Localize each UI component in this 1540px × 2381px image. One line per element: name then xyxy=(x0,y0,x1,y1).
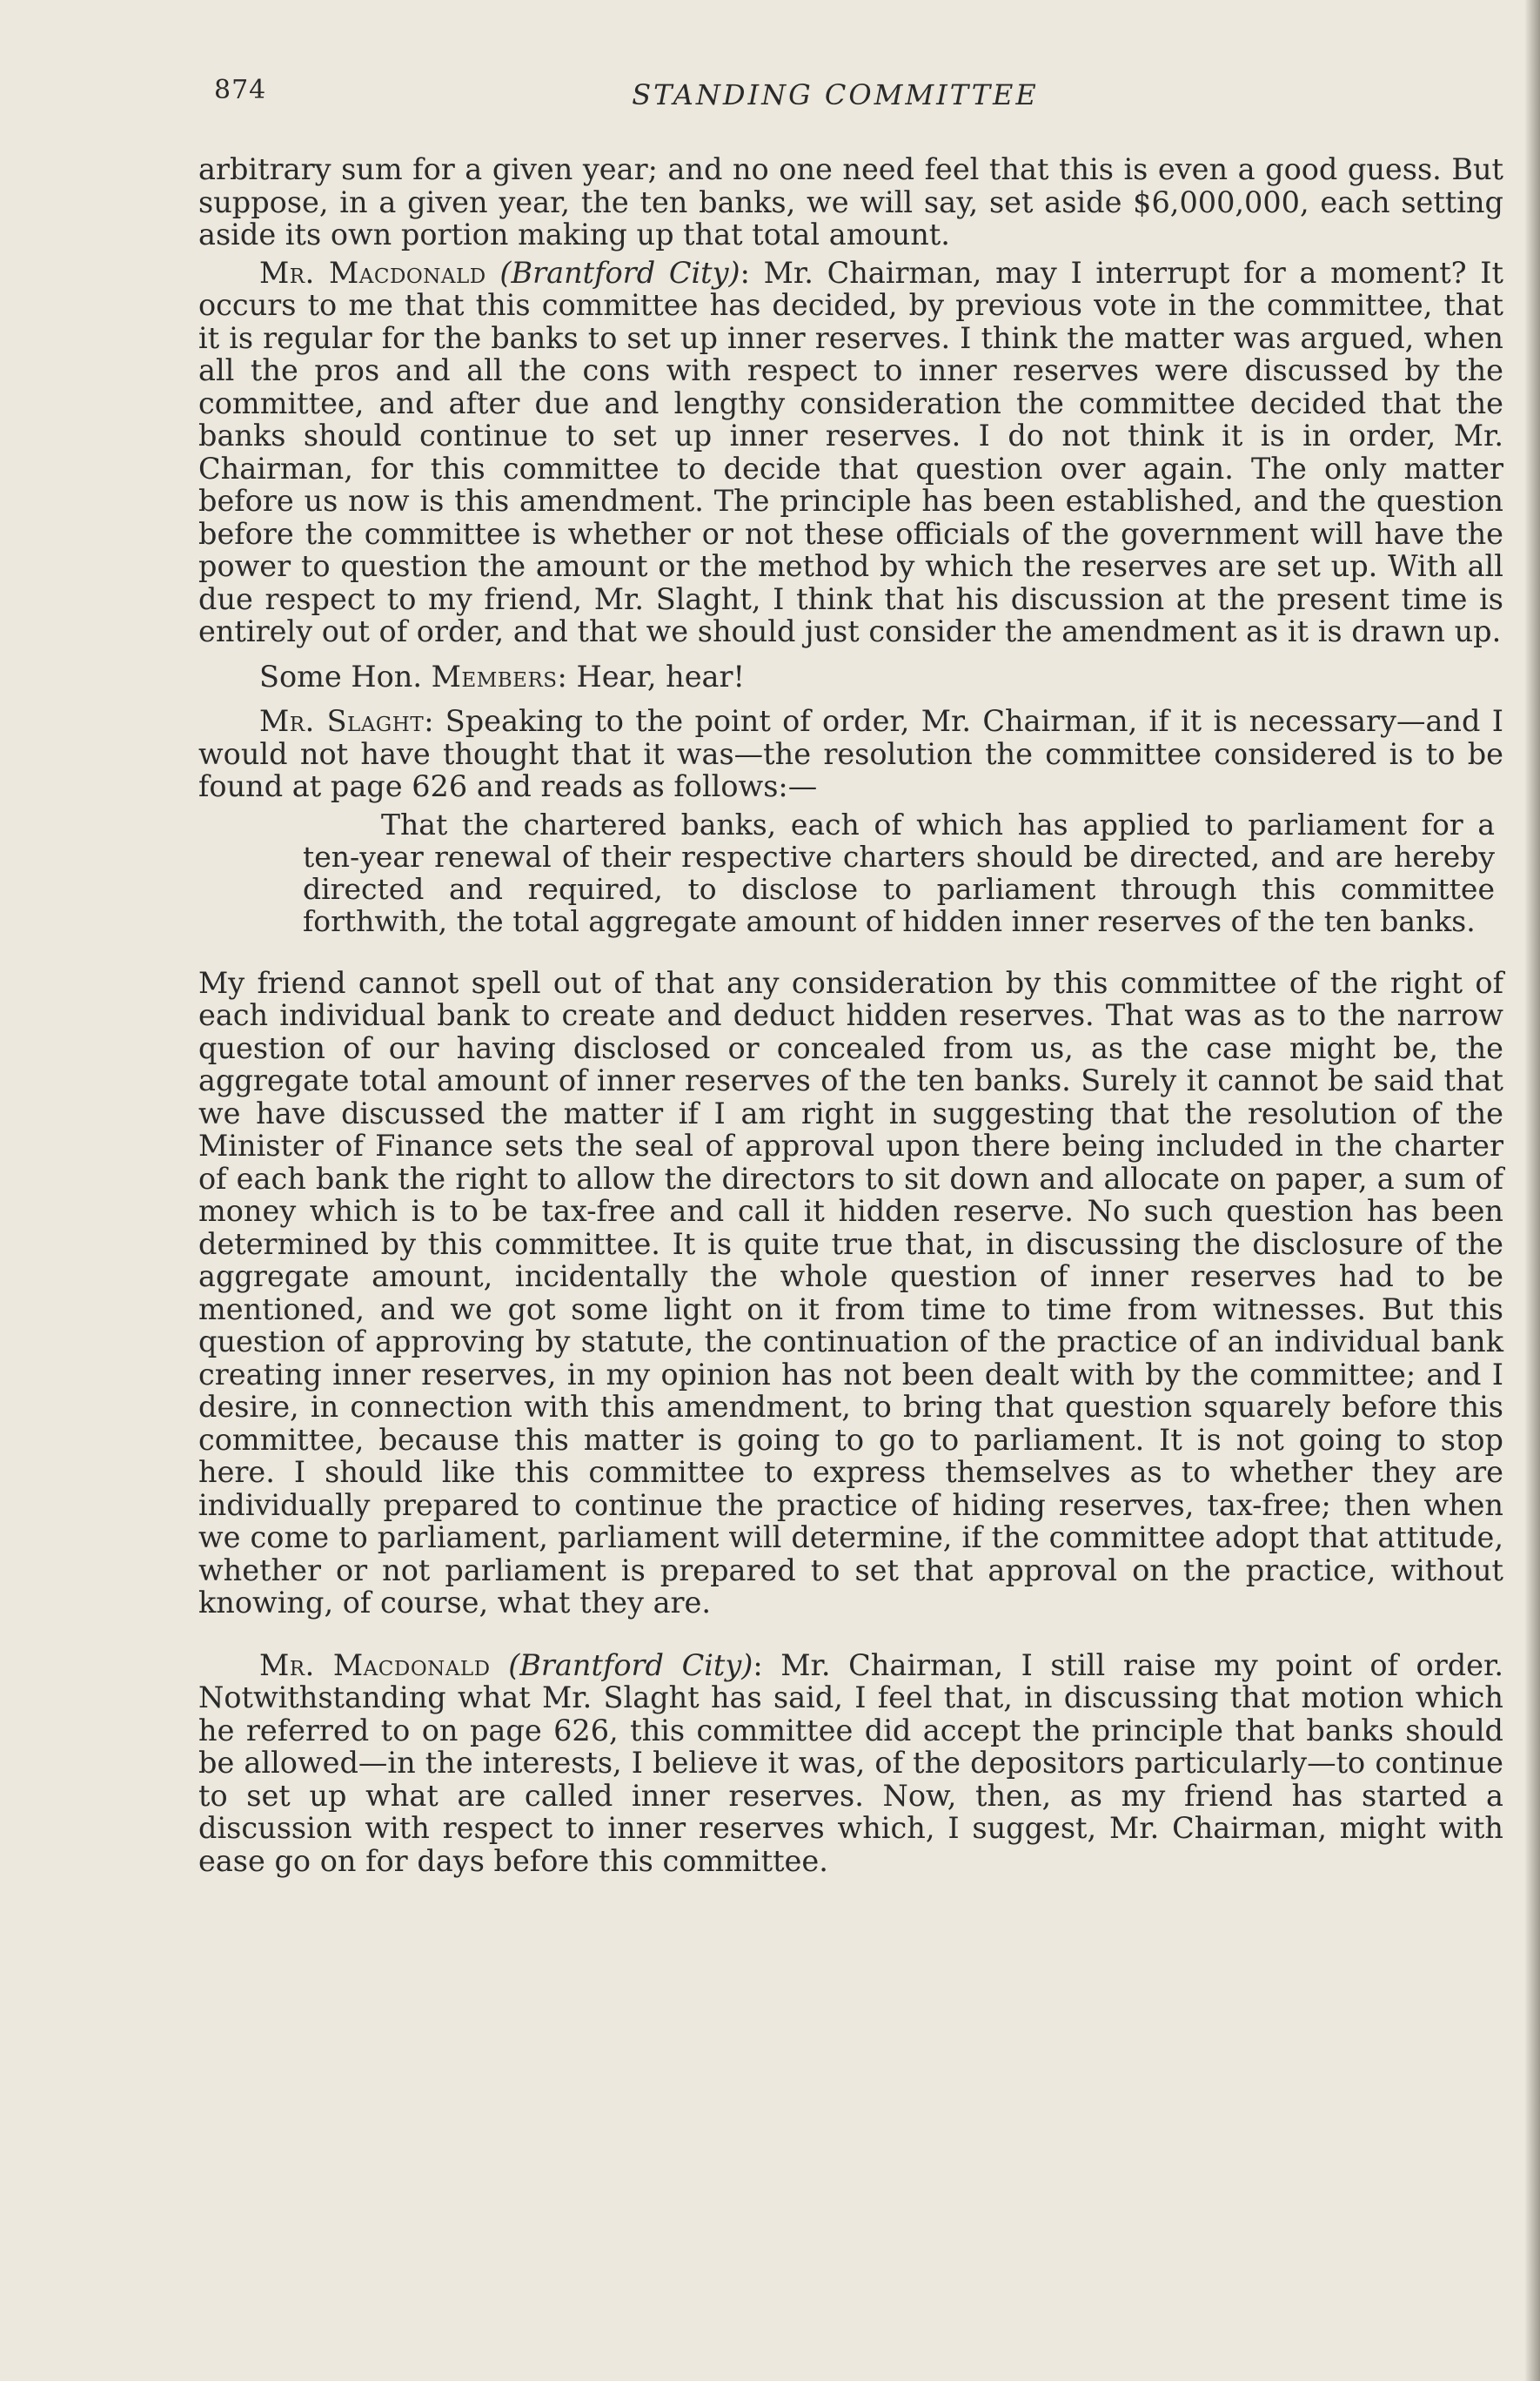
document-page xyxy=(165,70,1505,1878)
page-header xyxy=(165,70,1505,122)
paragraph-continuation: arbitrary sum for a given year; and no one need feel that this is even a good guess. But suppose, in a given year, the ten banks, we will say, set aside $6,000,000, each setting aside its own portion making up that total amount. xyxy=(198,152,1503,252)
paragraph-macdonald-1 xyxy=(198,257,1503,648)
page-body xyxy=(198,153,1503,1877)
speech-text: : Hear, hear! xyxy=(557,659,745,694)
speaker-name: Mr. Macdonald xyxy=(259,255,486,290)
speaker-name: Members xyxy=(431,659,558,694)
page-edge-shadow xyxy=(1524,0,1540,2381)
speaker-prefix: Some Hon. xyxy=(259,659,422,694)
speech-text: : Speaking to the point of order, Mr. Chairman, if it is necessary—and I would not have thought that it was—the resolution the committee considered is to be found at page 626 and reads as follows:— xyxy=(198,704,1503,803)
speaker-riding: (Brantford City) xyxy=(508,1647,753,1682)
paragraph-members xyxy=(198,661,1503,694)
page-number: 874 xyxy=(214,75,267,105)
quoted-resolution: That the chartered banks, each of which has applied to parliament for a ten-year renewal of their respective charters should be directed, and are hereby directed and required, to disclose to parliament through this committee forthwith, the total aggregate amount of hidden inner reserves of the ten banks. xyxy=(303,807,1495,938)
paragraph-macdonald-2 xyxy=(198,1649,1503,1878)
speech-text: : Mr. Chairman, I still raise my point of order. Notwithstanding what Mr. Slaght has said, I feel that, in discussing that motion which he referred to on page 626, this committee did accept the principle that banks should be allowed—in the interests, I believe it was, of the depositors particularly—to continue to set up what are called inner reserves. Now, then, as my friend has started a discussion with respect to inner reserves which, I suggest, Mr. Chairman, might with ease go on for days before this committee. xyxy=(198,1647,1503,1878)
speaker-name: Mr. Slaght xyxy=(259,704,425,738)
speaker-riding: (Brantford City) xyxy=(499,255,740,290)
speaker-name: Mr. Macdonald xyxy=(259,1647,491,1682)
running-head: STANDING COMMITTEE xyxy=(632,78,1039,111)
paragraph-slaght-2: My friend cannot spell out of that any consideration by this committee of the right of each individual bank to create and deduct hidden reserves. That was as to the narrow question of our having disclosed or concealed from us, as the case might be, the aggregate total amount of inner reserves of the ten banks. Surely it cannot be said that we have discussed the matter if I am right in suggesting that the resolution of the Minister of Finance sets the seal of approval upon there being included in the charter of each bank the right to allow the directors to sit down and allocate on paper, a sum of money which is to be tax-free and call it hidden reserve. No such question has been determined by this committee. It is quite true that, in discussing the disclosure of the aggregate amount, incidentally the whole question of inner reserves had to be mentioned, and we got some light on it from time to time from witnesses. But this question of approving by statute, the continuation of the practice of an individual bank creating inner reserves, in my opinion has not been dealt with by the committee; and I desire, in connection with this amendment, to bring that question squarely before this committee, because this matter is going to go to parliament. It is not going to stop here. I should like this committee to express themselves as to whether they are individually prepared to continue the practice of hiding reserves, tax-free; then when we come to parliament, parliament will determine, if the committee adopt that attitude, whether or not parliament is prepared to set that approval on the practice, without knowing, of course, what they are. xyxy=(198,965,1503,1620)
paragraph-slaght-1 xyxy=(198,705,1503,803)
speech-text: : Mr. Chairman, may I interrupt for a moment? It occurs to me that this committee has decided, by previous vote in the committee, that it is regular for the banks to set up inner reserves. I think the matter was argued, when all the pros and all the cons with respect to inner reserves were discussed by the committee, and after due and lengthy consideration the committee decided that the banks should continue to set up inner reserves. I do not think it is in order, Mr. Chairman, for this committee to decide that question over again. The only matter before us now is this amendment. The principle has been established, and the question before the committee is whether or not these officials of the government will have the power to question the amount or the method by which the reserves are set up. With all due respect to my friend, Mr. Slaght, I think that his discussion at the present time is entirely out of order, and that we should just consider the amendment as it is drawn up. xyxy=(198,255,1503,648)
